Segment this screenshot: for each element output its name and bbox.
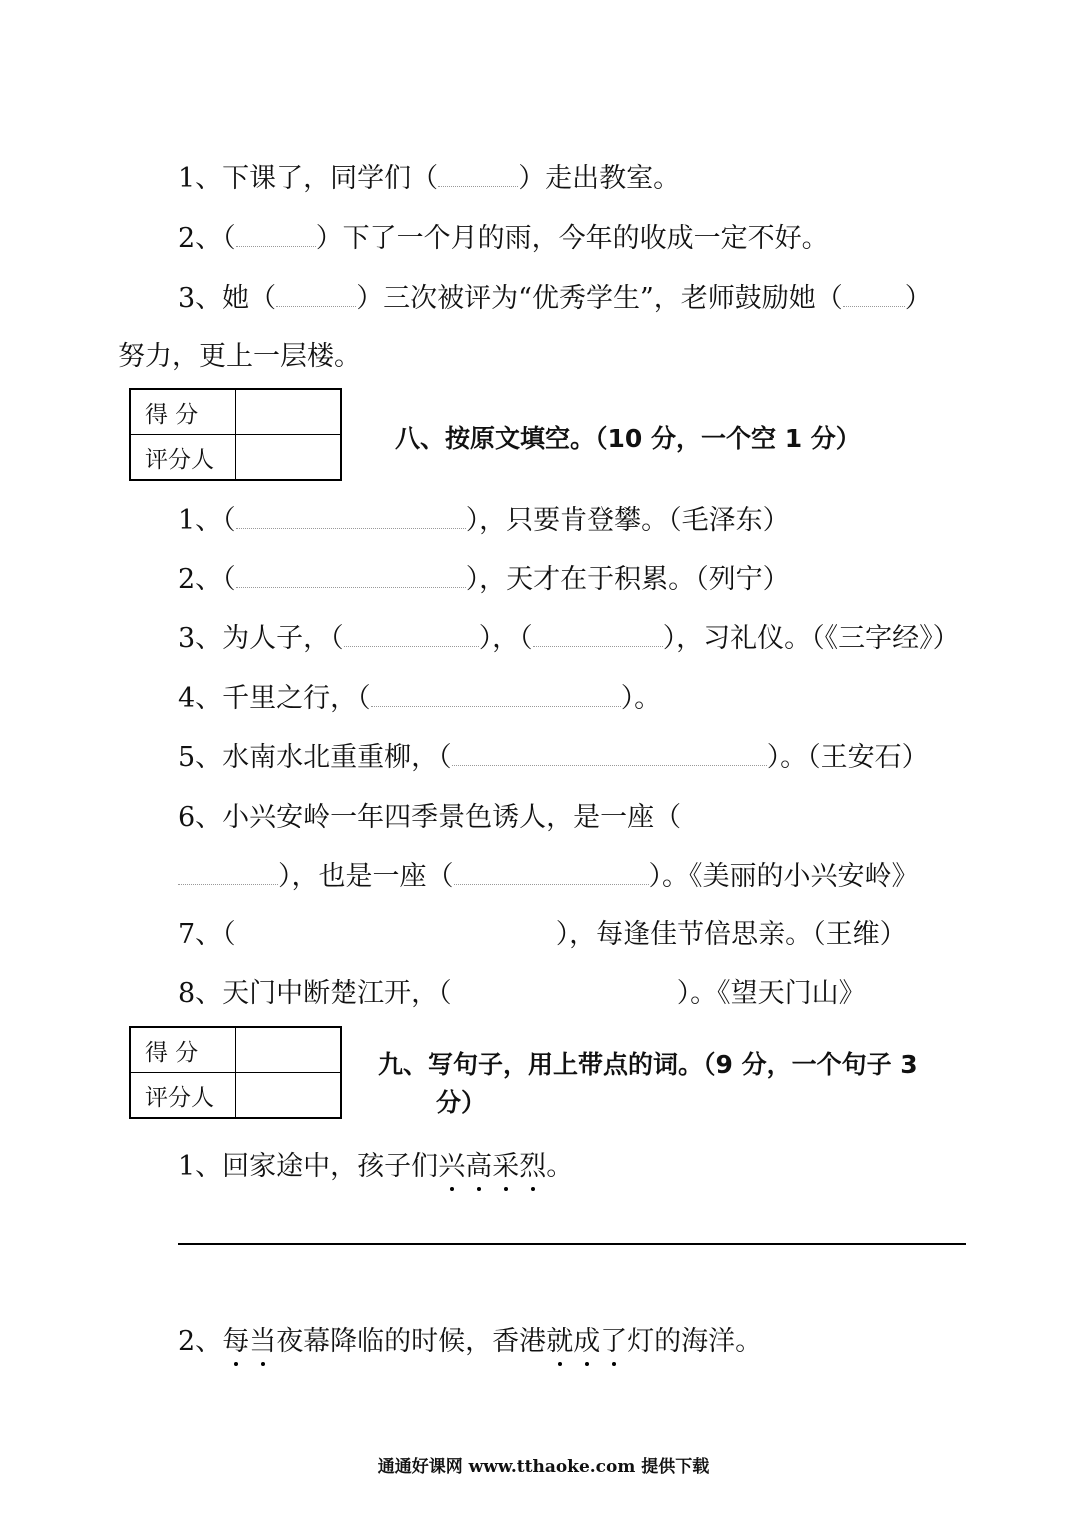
s8-q4-blank[interactable] — [371, 684, 621, 707]
s8-q2-blank[interactable] — [236, 565, 466, 588]
score-cell[interactable] — [236, 389, 342, 435]
grader-cell[interactable] — [236, 435, 342, 481]
s8-q4: 4、千里之行，（ ）。 — [178, 683, 662, 714]
score-label: 得 分 — [130, 1027, 236, 1073]
s7-q3-blank-1[interactable] — [276, 284, 356, 307]
s7-q1: 1、下课了，同学们（ ）走出教室。 — [178, 163, 681, 194]
score-table-8 — [129, 388, 342, 481]
s8-q2: 2、（ ），天才在于积累。（列宁） — [178, 564, 790, 595]
s8-q8-blank[interactable] — [452, 980, 677, 1002]
s8-q3-blank-1[interactable] — [344, 624, 479, 647]
section-8-heading: 八、按原文填空。（10 分，一个空 1 分） — [395, 424, 861, 453]
section-9-heading-line1: 九、写句子，用上带点的词。（9 分，一个句子 3 — [378, 1050, 918, 1079]
s8-q6: 6、小兴安岭一年四季景色诱人，是一座（ — [178, 802, 682, 833]
s7-q3-blank-2[interactable] — [843, 284, 905, 307]
s9-q1: 1、回家途中，孩子们兴高采烈。 — [178, 1151, 574, 1182]
s8-q6-blank-1[interactable] — [178, 862, 278, 885]
s9-q2-dotted-word-1: 每当 — [222, 1326, 277, 1357]
s8-q8: 8、天门中断楚江开，（ ）。《望天门山》 — [178, 978, 866, 1009]
s8-q5-blank[interactable] — [452, 743, 767, 766]
grader-cell[interactable] — [236, 1073, 342, 1119]
s8-q7: 7、（ ），每逢佳节倍思亲。（王维） — [178, 919, 907, 950]
s9-q2-dotted-word-2: 就成了 — [546, 1326, 628, 1357]
s8-q1: 1、（ ），只要肯登攀。（毛泽东） — [178, 505, 790, 536]
s7-q3: 3、她（ ）三次被评为“优秀学生”，老师鼓励她（ ） — [178, 283, 932, 314]
grader-label: 评分人 — [130, 1073, 236, 1119]
s9-q2: 2、每当夜幕降临的时候，香港就成了灯的海洋。 — [178, 1326, 763, 1357]
score-table-9 — [129, 1026, 342, 1119]
section-9-heading-line2: 分） — [436, 1088, 487, 1117]
footer-credit: 通通好课网 www.tthaoke.com 提供下载 — [377, 1457, 710, 1477]
s7-q2: 2、（ ）下了一个月的雨，今年的收成一定不好。 — [178, 223, 829, 254]
s7-q2-blank[interactable] — [236, 224, 316, 247]
s9-q1-answer-line[interactable] — [178, 1243, 966, 1245]
s8-q3: 3、为人子，（ ），（ ），习礼仪。（《三字经》） — [178, 623, 960, 654]
score-cell[interactable] — [236, 1027, 342, 1073]
s8-q7-blank[interactable] — [236, 921, 556, 943]
s8-q3-blank-2[interactable] — [533, 624, 663, 647]
s7-q1-blank[interactable] — [438, 164, 518, 187]
s8-q6-blank-2[interactable] — [454, 862, 649, 885]
s8-q6-cont: ），也是一座（ ）。《美丽的小兴安岭》 — [178, 860, 919, 894]
s9-q1-dotted-word: 兴高采烈 — [438, 1151, 547, 1182]
s8-q5: 5、水南水北重重柳，（ ）。（王安石） — [178, 742, 929, 773]
s7-q3-cont: 努力，更上一层楼。 — [118, 341, 361, 372]
s8-q1-blank[interactable] — [236, 506, 466, 529]
score-label: 得 分 — [130, 389, 236, 435]
grader-label: 评分人 — [130, 435, 236, 481]
